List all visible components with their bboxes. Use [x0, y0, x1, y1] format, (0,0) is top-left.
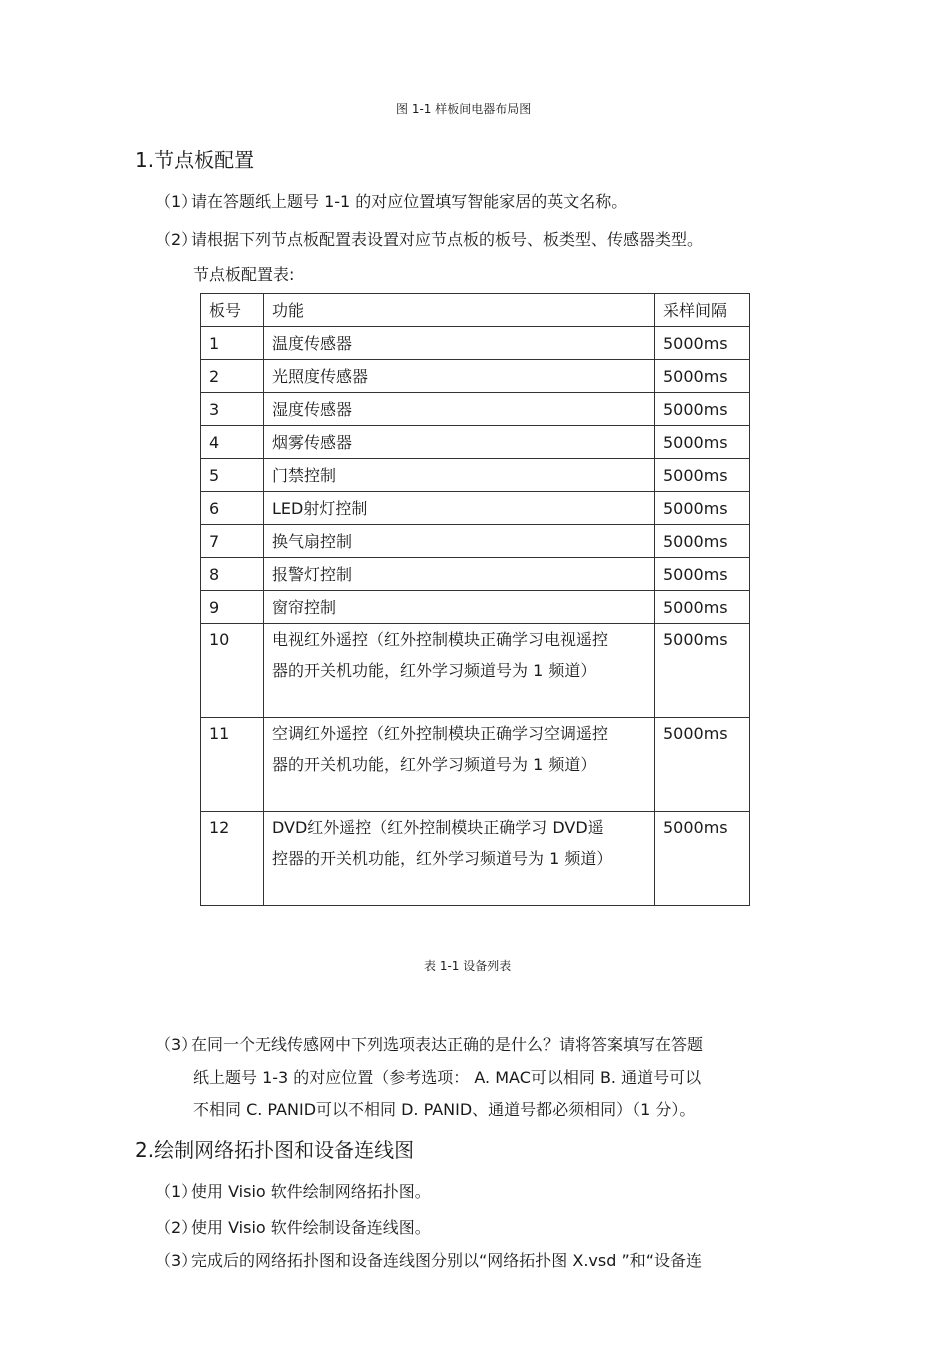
figure-caption: 图 1-1 样板间电器布局图 — [396, 102, 532, 116]
table-cell: LED射灯控制 — [264, 492, 655, 525]
table-cell: 温度传感器 — [264, 327, 655, 360]
table-cell: 5000ms — [655, 360, 750, 393]
table-cell: 光照度传感器 — [264, 360, 655, 393]
table-cell: 5000ms — [655, 393, 750, 426]
table-cell: 5000ms — [655, 327, 750, 360]
section-1-item-1 — [155, 189, 627, 212]
item-number: （1） — [155, 192, 198, 211]
section-1-item-2 — [155, 227, 703, 250]
table-cell: 窗帘控制 — [264, 591, 655, 624]
table-row — [201, 591, 750, 624]
table-cell: 9 — [201, 591, 264, 624]
table-cell: 5000ms — [655, 591, 750, 624]
item-number: （2） — [155, 1218, 198, 1237]
section-2-item-2 — [155, 1215, 431, 1238]
item-text: 请在答题纸上题号 1-1 的对应位置填写智能家居的英文名称。 — [191, 192, 628, 211]
table-header-row — [201, 294, 750, 327]
item-number: （3） — [155, 1035, 198, 1054]
table-cell: 5000ms — [655, 459, 750, 492]
item-text: 请根据下列节点板配置表设置对应节点板的板号、板类型、传感器类型。 — [191, 230, 704, 249]
item-number: （1） — [155, 1182, 198, 1201]
table-cell — [264, 624, 655, 718]
table-cell-text: 电视红外遥控（红外控制模块正确学习电视遥控器的开关机功能，红外学习频道号为 1 频道） — [272, 630, 609, 680]
table-cell: 门禁控制 — [264, 459, 655, 492]
table-caption: 表 1-1 设备列表 — [424, 959, 512, 973]
table-row — [201, 492, 750, 525]
item-text: 使用 Visio 软件绘制网络拓扑图。 — [191, 1182, 431, 1201]
table-cell: 湿度传感器 — [264, 393, 655, 426]
item-text-line-1: 在同一个无线传感网中下列选项表达正确的是什么？请将答案填写在答题 — [191, 1035, 704, 1054]
table-cell: 5000ms — [655, 492, 750, 525]
item-number: （3） — [155, 1251, 198, 1270]
table-cell: 1 — [201, 327, 264, 360]
table-row — [201, 718, 750, 812]
section-1-item-3-line-2: 纸上题号 1-3 的对应位置（参考选项： A. MAC可以相同 B. 通道号可以 — [193, 1068, 702, 1087]
table-cell: 5000ms — [655, 624, 750, 718]
table-cell: 10 — [201, 624, 264, 718]
section-1-item-3-line-3: 不相同 C. PANID可以不相同 D. PANID、通道号都必须相同）（1 分）。 — [193, 1100, 696, 1119]
section-1-item-3 — [155, 1032, 703, 1055]
table-cell: 5 — [201, 459, 264, 492]
table-cell: 12 — [201, 812, 264, 906]
item-text: 完成后的网络拓扑图和设备连线图分别以“网络拓扑图 X.vsd ”和“设备连 — [191, 1251, 703, 1270]
table-header-cell: 板号 — [201, 294, 264, 327]
table-row — [201, 393, 750, 426]
table-cell: 5000ms — [655, 812, 750, 906]
section-2-item-1 — [155, 1179, 431, 1202]
section-1-title: 1.节点板配置 — [135, 148, 255, 172]
table-cell-text: 空调红外遥控（红外控制模块正确学习空调遥控器的开关机功能，红外学习频道号为 1 频道） — [272, 724, 609, 774]
table-row — [201, 525, 750, 558]
table-cell: 烟雾传感器 — [264, 426, 655, 459]
table-cell: 换气扇控制 — [264, 525, 655, 558]
table-cell: 3 — [201, 393, 264, 426]
table-row — [201, 327, 750, 360]
table-cell: 2 — [201, 360, 264, 393]
table-row — [201, 426, 750, 459]
table-cell: 5000ms — [655, 718, 750, 812]
table-cell-text: DVD红外遥控（红外控制模块正确学习 DVD遥控器的开关机功能，红外学习频道号为 1 频道） — [272, 818, 613, 868]
node-board-config-table — [200, 293, 750, 906]
table-cell — [264, 812, 655, 906]
item-number: （2） — [155, 230, 198, 249]
table-cell: 5000ms — [655, 426, 750, 459]
table-header-cell: 采样间隔 — [655, 294, 750, 327]
table-cell — [264, 718, 655, 812]
table-row — [201, 360, 750, 393]
table-cell: 11 — [201, 718, 264, 812]
table-cell: 5000ms — [655, 558, 750, 591]
table-title: 节点板配置表: — [193, 265, 295, 284]
table-row — [201, 459, 750, 492]
table-row — [201, 558, 750, 591]
table-cell: 6 — [201, 492, 264, 525]
table-cell: 4 — [201, 426, 264, 459]
section-2-item-3 — [155, 1248, 702, 1271]
table-cell: 报警灯控制 — [264, 558, 655, 591]
table-row — [201, 812, 750, 906]
table-cell: 7 — [201, 525, 264, 558]
table-row — [201, 624, 750, 718]
section-2-title: 2.绘制网络拓扑图和设备连线图 — [135, 1138, 415, 1162]
table-cell: 5000ms — [655, 525, 750, 558]
table-header-cell: 功能 — [264, 294, 655, 327]
table-cell: 8 — [201, 558, 264, 591]
item-text: 使用 Visio 软件绘制设备连线图。 — [191, 1218, 431, 1237]
